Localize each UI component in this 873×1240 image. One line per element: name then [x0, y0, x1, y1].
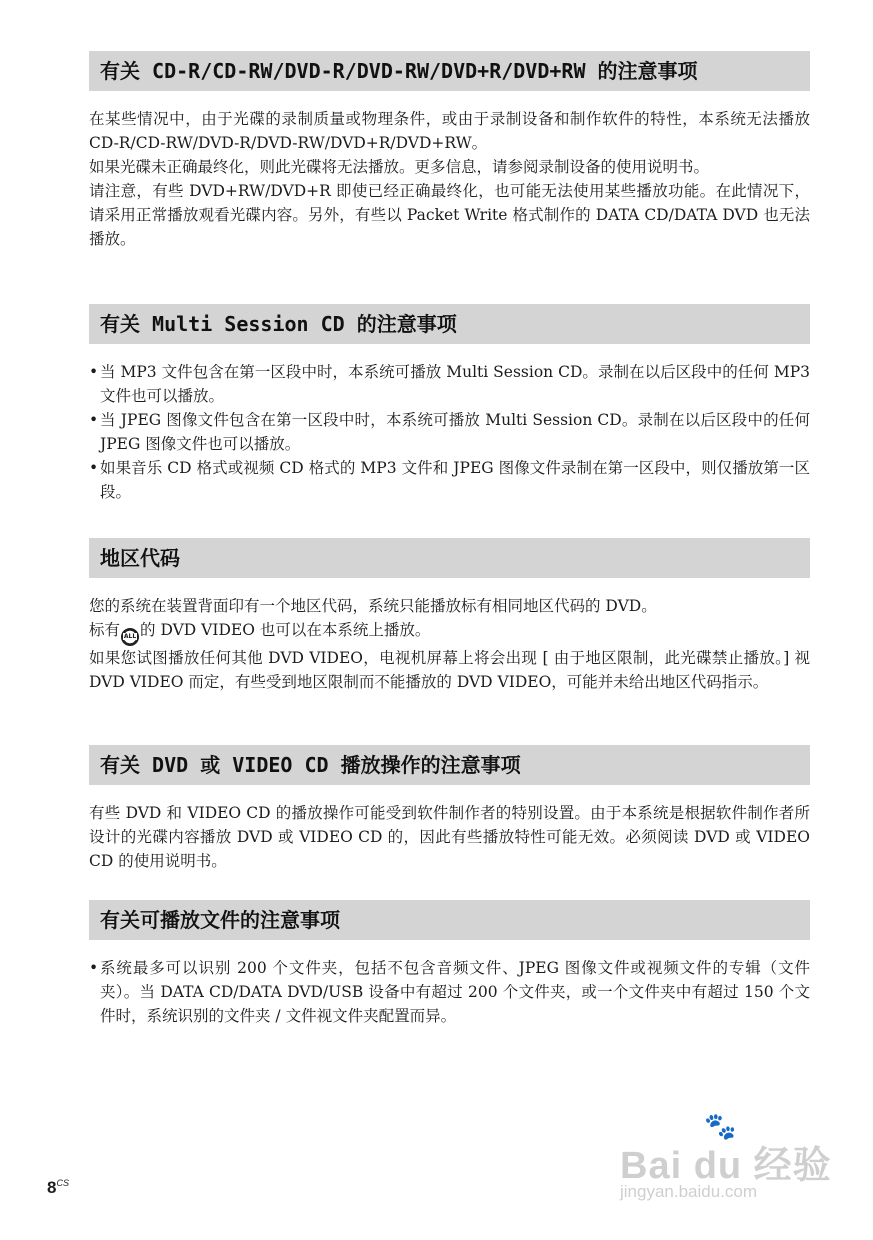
- paragraph: 如果您试图播放任何其他 DVD VIDEO，电视机屏幕上将会出现 [ 由于地区限制，此光碟禁止播放。] 视 DVD VIDEO 而定，有些受到地区限制而不能播放的 DVD VIDEO，可能并未给出地区代码指示。: [89, 649, 810, 691]
- region-all-icon: ALL: [121, 628, 139, 646]
- section-body: [89, 594, 810, 694]
- section-heading: 有关 CD-R/CD-RW/DVD-R/DVD-RW/DVD+R/DVD+RW 的注意事项: [89, 51, 810, 91]
- text-fragment: 标有: [89, 621, 121, 639]
- list-item: • 如果音乐 CD 格式或视频 CD 格式的 MP3 文件和 JPEG 图像文件录制在第一区段中，则仅播放第一区段。: [89, 456, 810, 504]
- page-number: $8^{CS}$: [47, 1178, 69, 1197]
- section-heading: 有关 DVD 或 VIDEO CD 播放操作的注意事项: [89, 745, 810, 785]
- section-dvd-vcd-operation: [89, 745, 810, 873]
- page-suffix: CS: [56, 1178, 69, 1188]
- baidu-watermark: [612, 1112, 832, 1212]
- list-item: • 系统最多可以识别 200 个文件夹，包括不包含音频文件、JPEG 图像文件或视频文件的专辑（文件夹）。当 DATA CD/DATA DVD/USB 设备中有超过 200 个文件夹，或一个文件夹中有超过 150 个文件时，系统识别的文件夹 / 文件视文件夹配置而异。: [89, 956, 810, 1028]
- list-item: • 当 JPEG 图像文件包含在第一区段中时，本系统可播放 Multi Session CD。录制在以后区段中的任何 JPEG 图像文件也可以播放。: [89, 408, 810, 456]
- list-item: • 当 MP3 文件包含在第一区段中时，本系统可播放 Multi Session CD。录制在以后区段中的任何 MP3 文件也可以播放。: [89, 360, 810, 408]
- section-playable-files: [89, 900, 810, 1028]
- section-heading: 有关 Multi Session CD 的注意事项: [89, 304, 810, 344]
- section-body: [89, 360, 810, 504]
- paragraph: 有些 DVD 和 VIDEO CD 的播放操作可能受到软件制作者的特别设置。由于本系统是根据软件制作者所设计的光碟内容播放 DVD 或 VIDEO CD 的，因此有些播放特性可能无效。必须阅读 DVD 或 VIDEO CD 的使用说明书。: [89, 804, 810, 870]
- section-heading: 有关可播放文件的注意事项: [89, 900, 810, 940]
- section-body: [89, 956, 810, 1028]
- section-heading: 地区代码: [89, 538, 810, 578]
- section-body: [89, 801, 810, 873]
- bullet-list: [89, 360, 810, 504]
- paragraph: 您的系统在装置背面印有一个地区代码，系统只能播放标有相同地区代码的 DVD。: [89, 597, 657, 615]
- section-body: [89, 107, 810, 251]
- watermark-sub: jingyan.baidu.com: [620, 1182, 758, 1201]
- watermark-main: Bai du 经验: [620, 1145, 832, 1187]
- paragraph: 请注意，有些 DVD+RW/DVD+R 即使已经正确最终化，也可能无法使用某些播放功能。在此情况下，请采用正常播放观看光碟内容。另外，有些以 Packet Write 格式制作的 DATA CD/DATA DVD 也无法播放。: [89, 182, 810, 248]
- section-multi-session: [89, 304, 810, 504]
- bullet-list: [89, 956, 810, 1028]
- paw-icon: 🐾: [704, 1112, 737, 1142]
- paragraph: 在某些情况中，由于光碟的录制质量或物理条件，或由于录制设备和制作软件的特性，本系统无法播放 CD-R/CD-RW/DVD-R/DVD-RW/DVD+R/DVD+RW。: [89, 110, 810, 152]
- section-cdr-notes: [89, 51, 810, 251]
- text-fragment: 的 DVD VIDEO 也可以在本系统上播放。: [140, 621, 431, 639]
- paragraph: 如果光碟未正确最终化，则此光碟将无法播放。更多信息，请参阅录制设备的使用说明书。: [89, 158, 710, 176]
- section-region-code: [89, 538, 810, 694]
- paragraph: [89, 618, 810, 646]
